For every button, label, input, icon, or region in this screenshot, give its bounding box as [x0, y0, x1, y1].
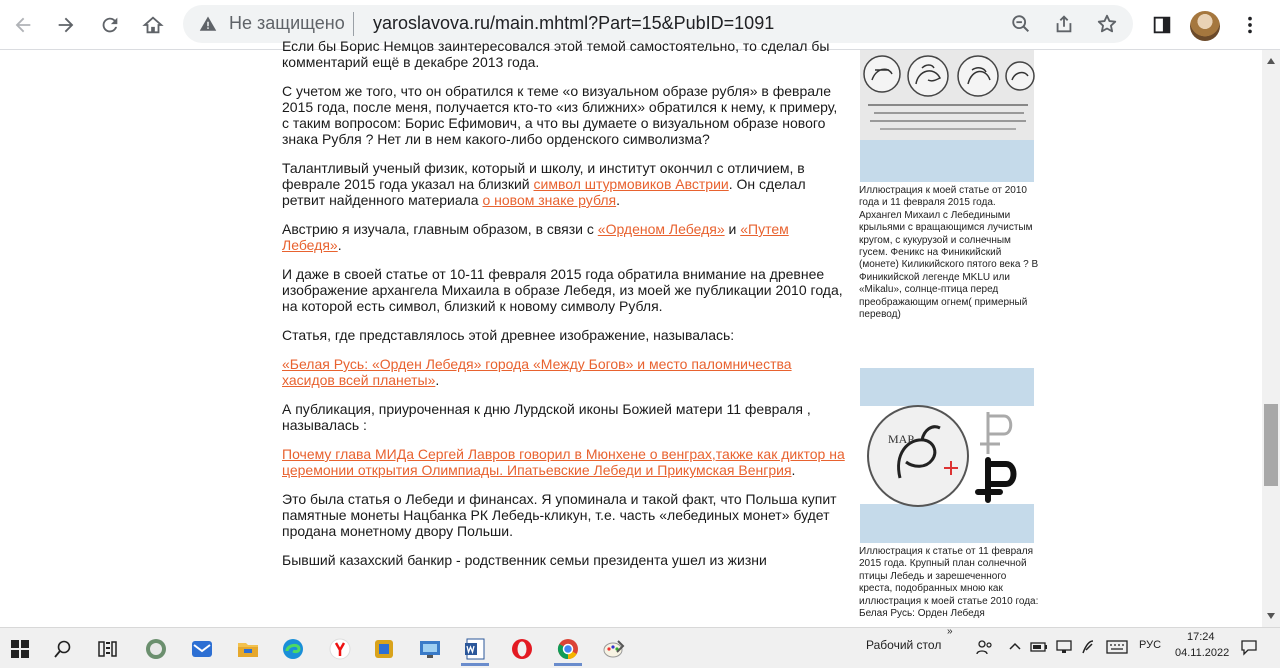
article-link[interactable]: «Орденом Лебедя» [597, 221, 725, 237]
page-viewport [0, 38, 1262, 627]
paint-icon [602, 637, 626, 661]
clock-time[interactable]: 17:24 [1187, 631, 1215, 643]
menu-button[interactable] [1234, 9, 1266, 41]
taskbar-app-monitor[interactable] [410, 632, 450, 666]
article-paragraph [282, 446, 848, 478]
article-text: . Он сделал ретвит найденного материала [282, 176, 806, 208]
reload-button[interactable] [94, 9, 126, 41]
article-paragraph [282, 327, 848, 343]
yandex-icon [328, 637, 352, 661]
illustration-coins-2010 [860, 50, 1034, 182]
home-button[interactable] [137, 9, 169, 41]
notifications-icon[interactable] [1240, 638, 1258, 656]
keyboard-icon[interactable] [1106, 639, 1128, 655]
language-indicator[interactable]: РУС [1139, 639, 1162, 651]
zoom-out-icon [1010, 13, 1032, 35]
warning-icon[interactable] [199, 15, 217, 33]
article-text: . [435, 372, 440, 388]
mail-icon [190, 637, 214, 661]
share-button[interactable] [1052, 12, 1076, 36]
task-view-icon [98, 640, 118, 658]
article-paragraph [282, 266, 848, 314]
word-icon [463, 637, 487, 661]
article-text: Бывший казахский банкир - родственник семьи президента ушел из жизни [282, 552, 767, 568]
taskbar-search-button[interactable] [43, 632, 83, 666]
coins-illustration-icon [860, 50, 1034, 182]
taskbar-app-word[interactable] [455, 632, 495, 666]
article-paragraph [282, 83, 848, 147]
zoom-button[interactable] [1009, 12, 1033, 36]
forward-button[interactable] [50, 9, 82, 41]
taskbar-app-chrome[interactable] [548, 632, 588, 666]
side-panel-icon [1151, 14, 1173, 36]
article-text: Это была статья о Лебеди и финансах. Я упоминала и такой факт, что Польша купит памятные монеты Нацбанка РК Лебедь-кликун, т.е. часть «лебединых монет» будет продана монетному двору Польши. [282, 491, 837, 539]
kebab-menu-icon [1239, 14, 1261, 36]
illustration-swan-ruble [860, 368, 1034, 543]
clock-date[interactable]: 04.11.2022 [1175, 647, 1230, 659]
taskbar-app-media[interactable] [364, 632, 404, 666]
caption-illustration-1: Иллюстрация к моей статье от 2010 года и 11 февраля 2015 года. Архангел Михаил с Лебедиными крыльями с вращающимся лучистым кругом, с кукурузой и солнечным гусем. Феникс на Финикийский (монете) Киликийского пятого века ? В Финикийской легенде MKLU или «Mikalu», солнце-птица перед преображающим огнем( примерный перевод) [859, 185, 1039, 321]
taskbar-app-explorer[interactable] [228, 632, 268, 666]
swan-ruble-illustration-icon [860, 368, 1034, 543]
article-text: . [337, 237, 342, 253]
article-paragraph [282, 160, 848, 208]
home-icon [142, 14, 164, 36]
article-text: . [616, 192, 620, 208]
desktop-toolbar-label[interactable]: Рабочий стол [866, 638, 942, 652]
article-body [282, 38, 848, 581]
article-text: И даже в своей статье от 10-11 февраля 2015 года обратила внимание на древнее изображение архангела Михаила в образе Лебедя, из моей же публикации 2010 года, на которой есть символ, близкий к новому символу Рубля. [282, 266, 843, 314]
taskbar-app-mail[interactable] [182, 632, 222, 666]
windows-logo-icon [11, 640, 29, 658]
omnibox-separator [353, 12, 354, 36]
battery-icon[interactable] [1030, 639, 1048, 655]
monitor-icon [418, 637, 442, 661]
start-button[interactable] [0, 632, 40, 666]
article-link[interactable]: «Путем Лебедя» [282, 221, 789, 253]
taskbar-app-edge[interactable] [273, 632, 313, 666]
circle-app-icon [144, 637, 168, 661]
article-link[interactable]: «Белая Русь: «Орден Лебедя» города «Между Богов» и место паломничества хасидов всей планеты» [282, 356, 792, 388]
people-icon[interactable] [976, 638, 994, 656]
search-icon [54, 640, 72, 658]
article-link[interactable]: о новом знаке рубля [482, 192, 617, 208]
scroll-up-arrow-icon[interactable] [1267, 58, 1275, 64]
url-text[interactable]: yaroslavova.ru/main.mhtml?Part=15&PubID=1091 [373, 13, 775, 33]
caption-illustration-2: Иллюстрация к статье от 11 февраля 2015 года. Крупный план солнечной птицы Лебедь и зарешеченного креста, подобранных мною как иллюстрация к моей статье 2010 года: Белая Русь: Орден Лебедя [859, 546, 1039, 620]
toolbar-chevron[interactable]: » [947, 626, 953, 637]
reload-icon [99, 14, 121, 36]
taskbar-app-paint[interactable] [594, 632, 634, 666]
article-text: Австрию я изучала, главным образом, в связи с [282, 221, 598, 237]
arrow-right-icon [55, 14, 77, 36]
chrome-icon [556, 637, 580, 661]
article-paragraph [282, 356, 848, 388]
article-text: Талантливый ученый физик, который и школу, и институт окончил с отличием, в феврале 2015 года указал на близкий [282, 160, 805, 192]
taskbar-app-circle[interactable] [136, 632, 176, 666]
side-panel-button[interactable] [1146, 9, 1178, 41]
task-view-button[interactable] [88, 632, 128, 666]
coin-inscription: MAP [888, 432, 915, 446]
article-link[interactable]: Почему глава МИДа Сергей Лавров говорил в Мюнхене о венграх,также как диктор на церемонии открытия Олимпиады. Ипатьевские Лебеди и Прикумская Венгрия [282, 446, 845, 478]
article-text: А публикация, приуроченная к дню Лурдской иконы Божией матери 11 февраля , называлась : [282, 401, 811, 433]
article-text: . [791, 462, 796, 478]
edge-icon [281, 637, 305, 661]
folder-icon [236, 637, 260, 661]
scroll-thumb[interactable] [1264, 404, 1278, 486]
security-label[interactable]: Не защищено [229, 13, 345, 33]
article-paragraph [282, 221, 848, 253]
profile-avatar[interactable] [1190, 11, 1220, 41]
media-player-icon [372, 637, 396, 661]
back-button[interactable] [7, 9, 39, 41]
article-text: С учетом же того, что он обратился к теме «о визуальном образе рубля» в феврале 2015 года, после меня, получается кто-то «из ближних» обратился к нему, к примеру, с таким вопросом: Борис Ефимович, а что вы думаете о визуальном образе нового знака Рубля ? Нет ли в нем какого-либо орденского символизма? [282, 83, 838, 147]
taskbar-app-opera[interactable] [502, 632, 542, 666]
share-icon [1053, 13, 1075, 35]
taskbar-app-yandex[interactable] [320, 632, 360, 666]
article-paragraph [282, 401, 848, 433]
article-paragraph [282, 491, 848, 539]
vertical-scrollbar[interactable] [1262, 50, 1280, 627]
scroll-down-arrow-icon[interactable] [1267, 613, 1275, 619]
chevron-up-icon[interactable] [1008, 640, 1022, 654]
article-link[interactable]: символ штурмовиков Австрии [533, 176, 729, 192]
bookmark-button[interactable] [1095, 12, 1119, 36]
article-text: Если бы Борис Немцов заинтересовался этой темой самостоятельно, то сделал бы комментарий ещё в декабре 2013 года. [282, 38, 830, 70]
star-icon [1096, 13, 1118, 35]
pen-icon[interactable] [1080, 638, 1098, 656]
network-icon[interactable] [1055, 639, 1073, 655]
windows-taskbar [0, 627, 1280, 668]
article-paragraph [282, 38, 848, 70]
article-text: и [724, 221, 741, 237]
article-paragraph [282, 552, 848, 568]
article-text: Статья, где представлялось этой древнее изображение, называлась: [282, 327, 735, 343]
arrow-left-icon [12, 14, 34, 36]
opera-icon [510, 637, 534, 661]
